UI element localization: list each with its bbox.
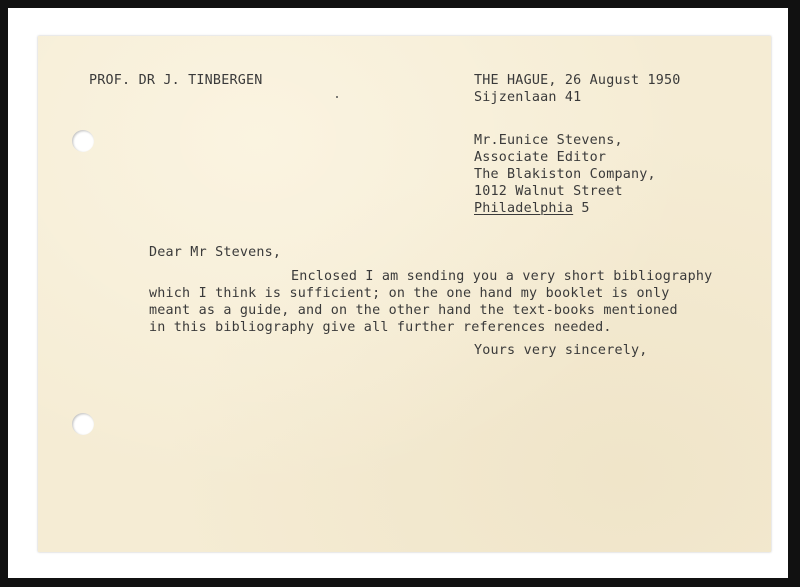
recipient-postal-zone: 5 [581,201,590,216]
recipient-title: Associate Editor [474,150,607,165]
body-line-3: meant as a guide, and on the other hand the text-books mentioned [149,303,678,318]
punch-hole-top [72,130,94,152]
salutation: Dear Mr Stevens, [149,245,282,260]
sender-name: PROF. DR J. TINBERGEN [89,73,263,88]
recipient-name: Mr.Eunice Stevens, [474,133,623,148]
body-line-4: in this bibliography give all further references needed. [149,320,612,335]
mount-sheet [8,8,788,578]
place-and-date: THE HAGUE, 26 August 1950 [474,73,681,88]
recipient-city: Philadelphia [474,201,574,216]
recipient-city-line [474,200,590,217]
recipient-street: 1012 Walnut Street [474,184,623,199]
letter-paper [38,36,771,552]
body-line-2: which I think is sufficient; on the one hand my booklet is only [149,286,670,301]
body-line-1: Enclosed I am sending you a very short bibliography [291,269,713,284]
closing: Yours very sincerely, [474,343,648,358]
sender-address: Sijzenlaan 41 [474,90,582,105]
ink-speck [336,96,338,98]
recipient-company: The Blakiston Company, [474,167,656,182]
punch-hole-bottom [72,413,94,435]
